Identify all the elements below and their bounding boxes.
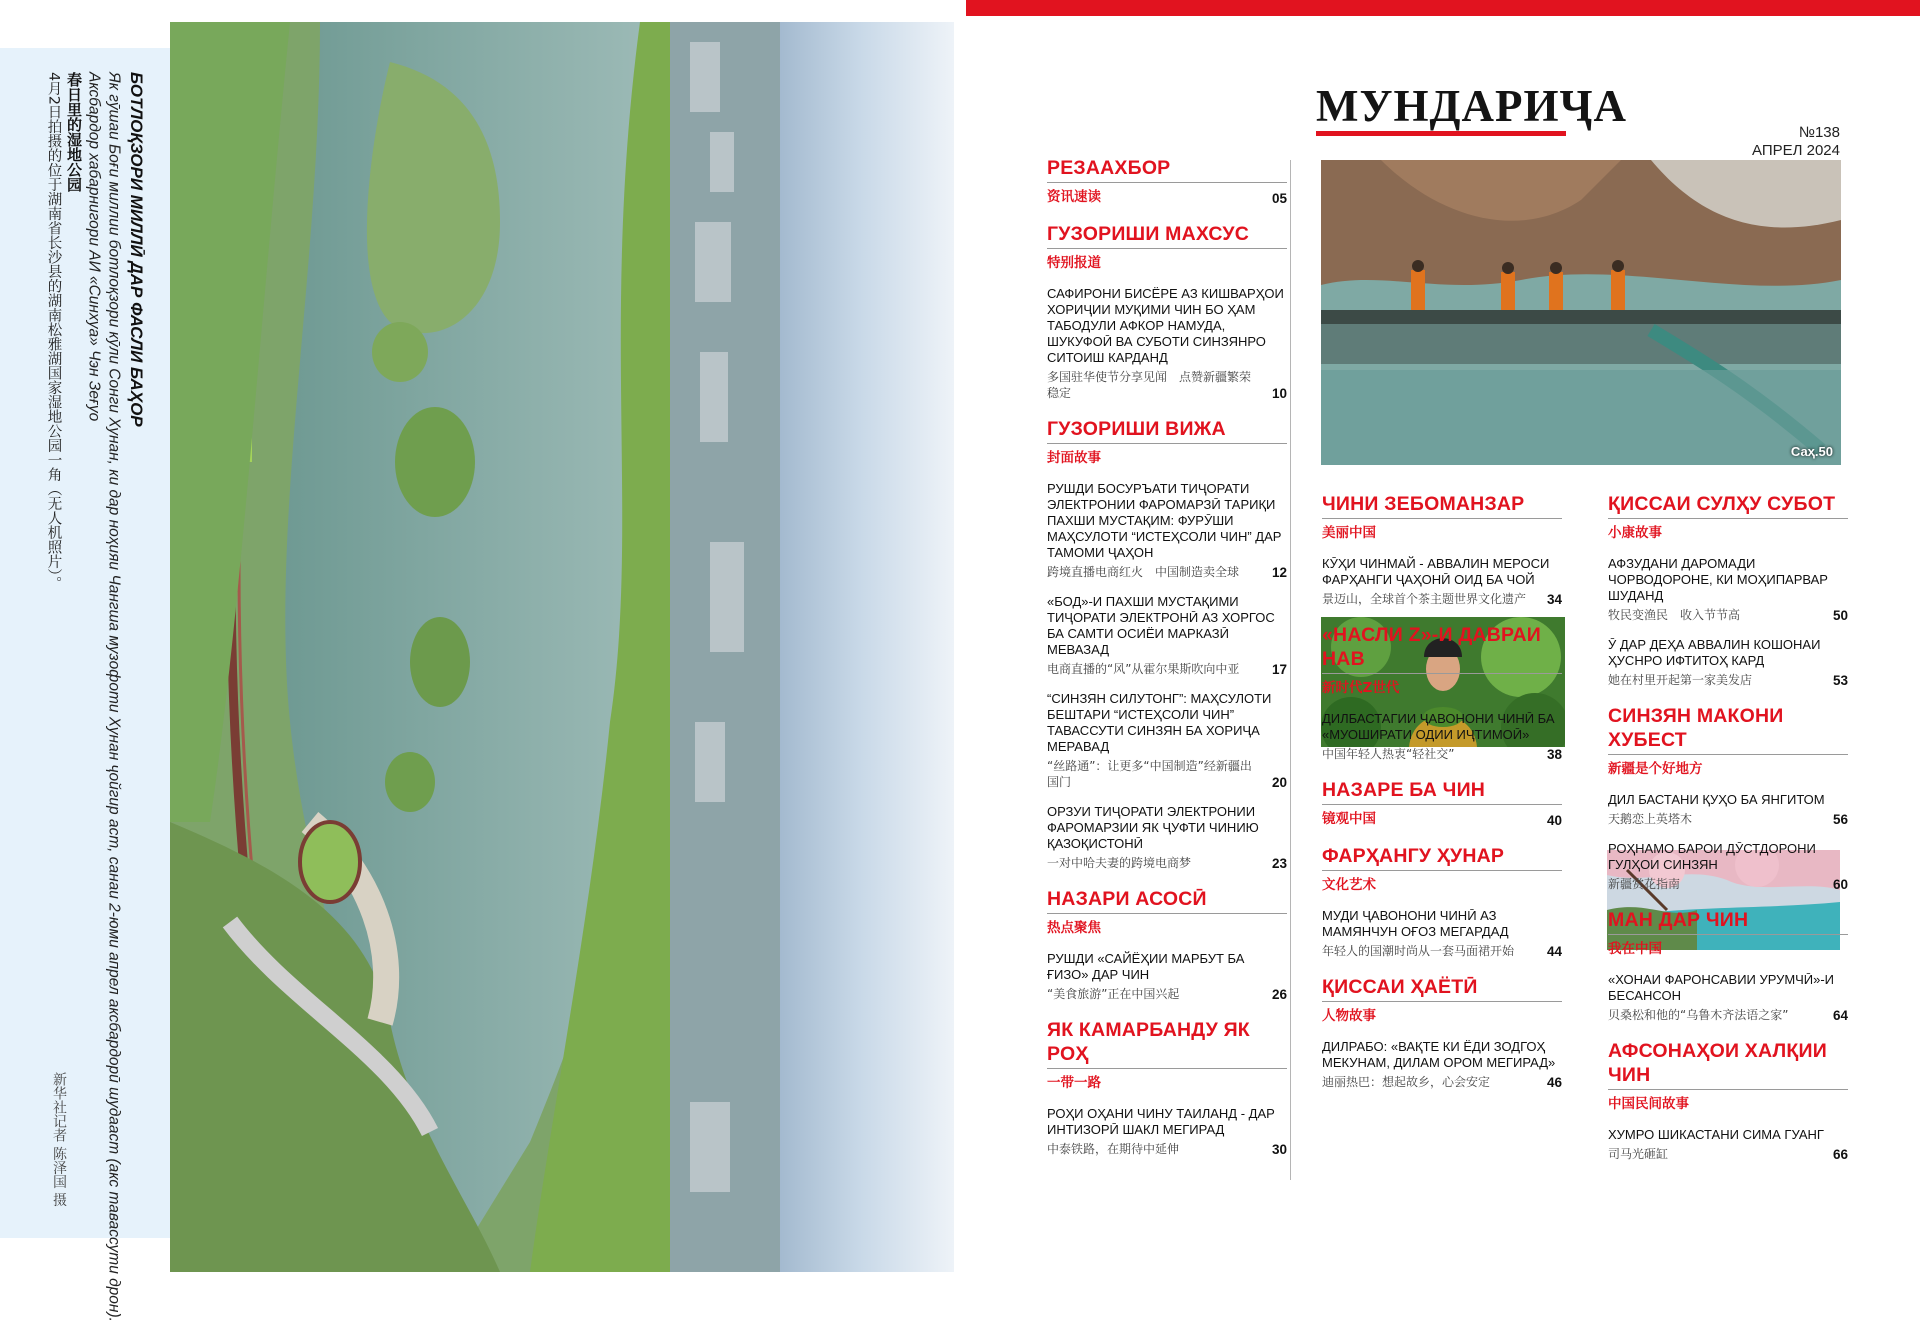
section-subtitle-row (1047, 254, 1287, 272)
toc-entry[interactable] (1322, 556, 1562, 607)
section-subtitle-row (1047, 449, 1287, 467)
page-number: 66 (1832, 1147, 1848, 1162)
entry-zh-title: 中国年轻人热衷“轻社交” (1322, 747, 1455, 761)
entry-zh-title: 一对中哈夫妻的跨境电商梦 (1047, 856, 1192, 870)
section-title[interactable]: ЯК КАМАРБАНДУ ЯК РОҲ (1047, 1018, 1287, 1069)
entry-zh-title: 牧民变渔民 收入节节高 (1608, 608, 1741, 622)
entry-zh-title: 跨境直播电商红火 中国制造卖全球 (1047, 565, 1240, 579)
section-subtitle-row (1608, 524, 1848, 542)
entry-title: РУШДИ БОСУРЪАТИ ТИҶОРАТИ ЭЛЕКТРОНИИ ФАРОМАРЗӢ ТАРИҚИ ПАХШИ МУСТАҚИМ: ФУРӮШИ МАҲСУЛОТИ “ИСТЕҲСОЛИ ЧИН” ДАР ТАМОМИ ҶАҲОН (1047, 481, 1282, 560)
page-title: МУНДАРИҶА (1316, 81, 1627, 131)
toc-section (1322, 975, 1562, 1090)
page-number: 12 (1271, 565, 1287, 580)
page-number: 30 (1271, 1142, 1287, 1157)
entry-zh-title: 司马光砸缸 (1608, 1147, 1669, 1161)
section-title[interactable]: ФАРҲАНГУ ҲУНАР (1322, 844, 1562, 871)
caption-title: БОТЛОҚЗОРИ МИЛЛӢ ДАР ФАСЛИ БАҲОР (127, 72, 146, 427)
toc-section (1608, 1039, 1848, 1162)
toc-entry[interactable] (1047, 594, 1287, 677)
section-zh-title: 中国民间故事 (1608, 1096, 1689, 1112)
entry-title: ДИЛБАСТАГИИ ҶАВОНОНИ ЧИНӢ БА «МУОШИРАТИ ОДИИ ИҶТИМОӢ» (1322, 711, 1555, 742)
toc-entry[interactable] (1322, 908, 1562, 959)
section-title[interactable]: ГУЗОРИШИ МАХСУС (1047, 222, 1287, 249)
section-zh-title: 我在中国 (1608, 941, 1662, 957)
page-number[interactable]: 05 (1271, 191, 1287, 206)
section-zh-title: 新时代Z世代 (1322, 680, 1400, 696)
entry-zh-title: 她在村里开起第一家美发店 (1608, 673, 1753, 687)
issue-number: №138 (1798, 124, 1840, 141)
section-zh-title: 新疆是个好地方 (1608, 761, 1703, 777)
section-title[interactable]: НАЗАРИ АСОСӢ (1047, 887, 1287, 914)
section-title[interactable]: СИНЗЯН МАКОНИ ХУБЕСТ (1608, 704, 1848, 755)
entry-title: «ХОНАИ ФАРОНСАВИИ УРУМЧӢ»-И БЕСАНСОН (1608, 972, 1834, 1003)
page-number: 23 (1271, 856, 1287, 871)
page-number: 56 (1832, 812, 1848, 827)
toc-section (1608, 704, 1848, 892)
section-zh-title: 美丽中国 (1322, 525, 1376, 541)
section-title[interactable]: АФСОНАҲОИ ХАЛҚИИ ЧИН (1608, 1039, 1848, 1090)
toc-column-left (1047, 156, 1287, 1157)
caption-body: Як гӯшаи Боғи миллии ботлоқзори кӯли Сонги Хунан, ки дар ноҳияи Чангша музофоти Хунан ҷойгир аст, санаи 2-юми апрел аксбардорӣ шудааст (акс тавассути дрон). (105, 72, 123, 1322)
toc-section (1608, 492, 1848, 688)
toc-section (1608, 908, 1848, 1023)
section-subtitle-row (1608, 760, 1848, 778)
page-number: 50 (1832, 608, 1848, 623)
toc-entry[interactable] (1047, 1106, 1287, 1157)
toc-section (1047, 156, 1287, 206)
entry-title: ОРЗУИ ТИҶОРАТИ ЭЛЕКТРОНИИ ФАРОМАРЗИИ ЯК ҶУФТИ ЧИНИЮ ҚАЗОҚИСТОНӢ (1047, 804, 1259, 851)
entry-zh-title: 迪丽热巴：想起故乡，心会安定 (1322, 1075, 1491, 1089)
page-number: 46 (1546, 1075, 1562, 1090)
entry-title: САФИРОНИ БИСЁРЕ АЗ КИШВАРҲОИ ХОРИҶИИ МУҚИМИ ЧИН БО ҲАМ ТАБОДУЛИ АФКОР НАМУДА, ШУКУФОӢ ВА СУБОТИ СИНЗЯНРО СИТОИШ КАРДАНД (1047, 286, 1284, 365)
column-divider (1290, 160, 1291, 1180)
section-zh-title: 封面故事 (1047, 450, 1101, 466)
entry-title: КӮҲИ ЧИНМАЙ - АВВАЛИН МЕРОСИ ФАРҲАНГИ ҶАҲОНӢ ОИД БА ЧОЙ (1322, 556, 1550, 587)
caption-zh-body: 4月2日拍摄的位于湖南省长沙县的湖南松雅湖国家湿地公园一角（无人机照片）。 (45, 72, 62, 591)
section-title[interactable]: НАЗАРЕ БА ЧИН (1322, 778, 1562, 805)
page-number[interactable]: 40 (1546, 813, 1562, 828)
toc-section (1322, 844, 1562, 959)
toc-entry[interactable] (1047, 804, 1287, 871)
section-title[interactable]: «НАСЛИ Z»-И ДАВРАИ НАВ (1322, 623, 1562, 674)
entry-title: МУДИ ҶАВОНОНИ ЧИНӢ АЗ МАМЯНЧУН ОҒОЗ МЕГАРДАД (1322, 908, 1509, 939)
toc-entry[interactable] (1608, 841, 1848, 892)
photo-credit: 新华社记者 陈泽国 摄 (51, 1072, 67, 1207)
entry-zh-title: 新疆赏花指南 (1608, 877, 1681, 891)
toc-entry[interactable] (1047, 286, 1287, 401)
toc-entry[interactable] (1047, 691, 1287, 790)
page-number: 38 (1546, 747, 1562, 762)
toc-section (1047, 222, 1287, 401)
section-zh-title: 一带一路 (1047, 1075, 1101, 1091)
section-subtitle-row (1608, 940, 1848, 958)
toc-section (1322, 623, 1562, 762)
section-subtitle-row (1322, 679, 1562, 697)
section-zh-title: 人物故事 (1322, 1008, 1376, 1024)
toc-entry[interactable] (1608, 1127, 1848, 1162)
entry-zh-title: 天鹅恋上英塔木 (1608, 812, 1693, 826)
wetland-aerial-photo (170, 22, 954, 1272)
page-number: 64 (1832, 1008, 1848, 1023)
entry-title: РУШДИ «САЙЁҲИИ МАРБУТ БА ҒИЗО» ДАР ЧИН (1047, 951, 1245, 982)
section-title[interactable]: ГУЗОРИШИ ВИЖА (1047, 417, 1287, 444)
toc-section (1322, 492, 1562, 607)
entry-zh-title: 年轻人的国潮时尚从一套马面裙开始 (1322, 944, 1515, 958)
section-subtitle-row (1608, 1095, 1848, 1113)
page-number: 17 (1271, 662, 1287, 677)
toc-entry[interactable] (1608, 637, 1848, 688)
entry-zh-title: “丝路通”：让更多“中国制造”经新疆出国门 (1047, 759, 1252, 789)
entry-title: РОҲНАМО БАРОИ ДӮСТДОРОНИ ГУЛҲОИ СИНЗЯН (1608, 841, 1816, 872)
top-accent-bar (966, 0, 1920, 16)
section-subtitle-row (1322, 876, 1562, 894)
section-subtitle-row (1047, 188, 1287, 206)
section-subtitle-row (1322, 810, 1562, 828)
toc-column-right (1608, 492, 1848, 1162)
section-title[interactable]: ҚИССАИ ҲАЁТӢ (1322, 975, 1562, 1002)
section-title[interactable]: ЧИНИ ЗЕБОМАНЗАР (1322, 492, 1562, 519)
entry-zh-title: 电商直播的“风”从霍尔果斯吹向中亚 (1047, 662, 1240, 676)
section-subtitle-row (1322, 524, 1562, 542)
toc-entry[interactable] (1608, 972, 1848, 1023)
section-zh-title: 资讯速读 (1047, 189, 1101, 205)
toc-entry[interactable] (1047, 951, 1287, 1002)
entry-zh-title: 景迈山，全球首个茶主题世界文化遗产 (1322, 592, 1527, 606)
toc-entry[interactable] (1322, 711, 1562, 762)
title-underline (1316, 131, 1566, 136)
page-number: 26 (1271, 987, 1287, 1002)
toc-section (1047, 887, 1287, 1002)
toc-entry[interactable] (1608, 792, 1848, 827)
section-title[interactable]: МАН ДАР ЧИН (1608, 908, 1848, 935)
entry-title: «БОД»-И ПАХШИ МУСТАҚИМИ ТИҶОРАТИ ЭЛЕКТРОНӢ АЗ ХОРГОС БА САМТИ ОСИЁИ МАРКАЗӢ МЕВАЗАД (1047, 594, 1275, 657)
section-zh-title: 热点聚焦 (1047, 920, 1101, 936)
entry-zh-title: “美食旅游”正在中国兴起 (1047, 987, 1180, 1001)
fish-farm-photo (1321, 160, 1841, 465)
toc-entry[interactable] (1608, 556, 1848, 623)
entry-title: Ӯ ДАР ДЕҲА АВВАЛИН КОШОНАИ ҲУСНРО ИФТИТОҲ КАРД (1608, 637, 1821, 668)
toc-section (1322, 778, 1562, 828)
toc-column-middle (1322, 492, 1562, 1090)
entry-zh-title: 多国驻华使节分享见闻 点赞新疆繁荣稳定 (1047, 370, 1252, 400)
entry-zh-title: 中泰铁路，在期待中延伸 (1047, 1142, 1180, 1156)
entry-title: РОҲИ ОҲАНИ ЧИНУ ТАИЛАНД - ДАР ИНТИЗОРӢ ШАКЛ МЕГИРАД (1047, 1106, 1275, 1137)
toc-section (1047, 417, 1287, 871)
toc-entry[interactable] (1047, 481, 1287, 580)
entry-zh-title: 贝桑松和他的“乌鲁木齐法语之家” (1608, 1008, 1789, 1022)
page-number: 10 (1271, 386, 1287, 401)
page-number: 34 (1546, 592, 1562, 607)
photo-page-label: Саҳ.50 (1790, 444, 1833, 459)
issue-info (1752, 124, 1840, 160)
entry-title: ДИЛ БАСТАНИ ҚУҲО БА ЯНГИТОМ (1608, 792, 1825, 807)
page-number: 20 (1271, 775, 1287, 790)
entry-title: ДИЛРАБО: «ВАҚТЕ КИ ЁДИ ЗОДГОҲ МЕКУНАМ, ДИЛАМ ОРОМ МЕГИРАД» (1322, 1039, 1556, 1070)
page-number: 53 (1832, 673, 1848, 688)
section-subtitle-row (1047, 919, 1287, 937)
section-zh-title: 小康故事 (1608, 525, 1662, 541)
section-subtitle-row (1322, 1007, 1562, 1025)
caption-photographer: Аксбардор хабарнигори АИ «Синхуа» Чэн Зеғуо (85, 72, 103, 422)
issue-date: АПРЕЛ 2024 (1751, 142, 1840, 159)
section-title[interactable]: ҚИССАИ СУЛҲУ СУБОТ (1608, 492, 1848, 519)
section-zh-title: 特别报道 (1047, 255, 1101, 271)
page-number: 44 (1546, 944, 1562, 959)
entry-title: “СИНЗЯН СИЛУТОНГ”: МАҲСУЛОТИ БЕШТАРИ “ИСТЕҲСОЛИ ЧИН” ТАВАССУТИ СИНЗЯН БА ХОРИҶА МЕРАВАД (1047, 691, 1272, 754)
section-zh-title: 镜观中国 (1322, 811, 1376, 827)
caption-zh-title: 春日里的湿地公园 (65, 72, 83, 192)
section-title[interactable]: РЕЗААХБОР (1047, 156, 1287, 183)
toc-entry[interactable] (1322, 1039, 1562, 1090)
entry-title: ХУМРО ШИКАСТАНИ СИМА ГУАНГ (1608, 1127, 1824, 1142)
section-subtitle-row (1047, 1074, 1287, 1092)
page-number: 60 (1832, 877, 1848, 892)
toc-section (1047, 1018, 1287, 1157)
entry-title: АФЗУДАНИ ДАРОМАДИ ЧОРВОДОРОНЕ, КИ МОҲИПАРВАР ШУДАНД (1608, 556, 1828, 603)
section-zh-title: 文化艺术 (1322, 877, 1376, 893)
